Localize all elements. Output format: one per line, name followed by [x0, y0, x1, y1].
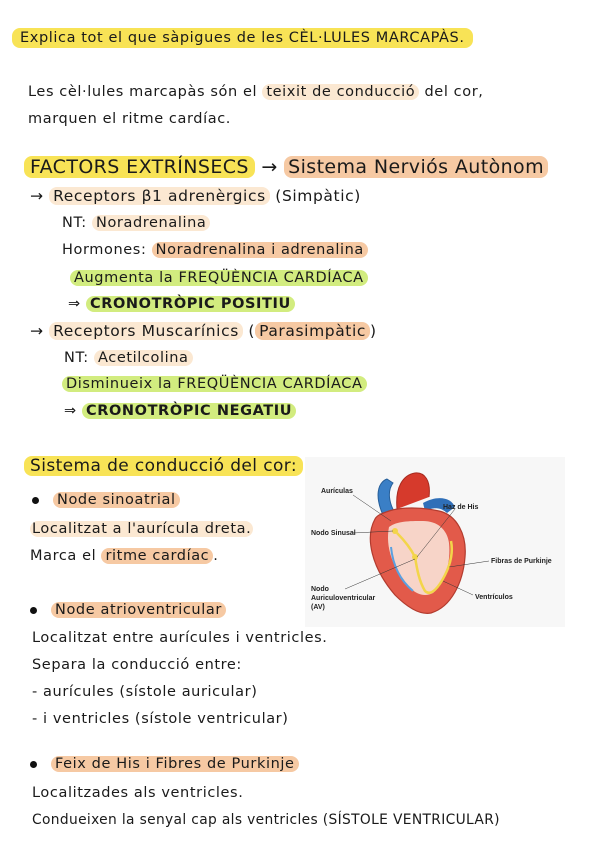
- sympathetic-nt: Noradrenalina: [92, 215, 210, 231]
- arrow-icon: →: [30, 187, 44, 205]
- arrow-icon: →: [30, 322, 44, 340]
- parasympathetic-result-line: [64, 403, 296, 419]
- sa-node-function-highlight: ritme cardíac: [101, 548, 213, 564]
- av-node-function: Separa la conducció entre:: [32, 657, 242, 673]
- label-auriculas: Aurículas: [321, 488, 353, 495]
- nt-label: NT:: [62, 215, 87, 231]
- parasympathetic-effect-line: [62, 376, 367, 392]
- intro-text-end: del cor,: [419, 84, 484, 100]
- conduction-heading: [24, 456, 303, 476]
- label-nodo-av-1: Nodo: [311, 586, 329, 593]
- sympathetic-effect: Augmenta la FREQÜÈNCIA CARDÍACA: [70, 270, 368, 286]
- bullet-icon: [30, 761, 37, 768]
- bullet-icon: [30, 607, 37, 614]
- intro-highlight: teixit de conducció: [262, 84, 419, 100]
- label-fibras: Fibras de Purkinje: [491, 558, 552, 565]
- av-node-name: Node atrioventricular: [51, 602, 226, 618]
- double-arrow-icon: ⇒: [64, 403, 77, 419]
- parasympathetic-nt: Acetilcolina: [94, 350, 192, 366]
- heart-conduction-diagram: [305, 457, 565, 627]
- parasympathetic-effect: Disminueix la FREQÜÈNCIA CARDÍACA: [62, 376, 367, 392]
- sa-node-line: [32, 492, 180, 508]
- av-node-location: Localitzat entre aurícules i ventricles.: [32, 630, 328, 646]
- his-name: Feix de His i Fibres de Purkinje: [51, 756, 299, 772]
- paren-close: ): [370, 322, 377, 340]
- sympathetic-hormones: Noradrenalina i adrenalina: [152, 242, 368, 258]
- double-arrow-icon: ⇒: [68, 296, 81, 312]
- label-nodo-av-2: Auriculoventricular: [311, 595, 376, 602]
- paren-open: (: [248, 322, 256, 340]
- sa-node-location-line: [30, 521, 253, 537]
- sa-node-function-end: .: [213, 548, 219, 564]
- sa-node-name: Node sinoatrial: [53, 492, 180, 508]
- sa-node-function: Marca el: [30, 548, 102, 564]
- parasympathetic-result: CRONOTRÒPIC NEGATIU: [82, 403, 296, 419]
- sympathetic-receptors: Receptors β1 adrenèrgics: [49, 187, 270, 205]
- parasympathetic-nt-line: [64, 350, 193, 366]
- av-node-item-1: - aurícules (sístole auricular): [32, 684, 258, 700]
- av-node-item-2: - i ventricles (sístole ventricular): [32, 711, 289, 727]
- bullet-icon: [32, 497, 39, 504]
- question-line: [12, 28, 473, 48]
- his-function: Condueixen la senyal cap als ventricles (SÍSTOLE VENTRICULAR): [32, 812, 500, 828]
- parasympathetic-receptors: Receptors Muscarínics: [49, 322, 243, 340]
- sympathetic-hormones-line: [62, 242, 368, 258]
- sympathetic-result: CRONOTRÒPIC POSITIU: [86, 296, 295, 312]
- sympathetic-type: (Simpàtic): [275, 187, 361, 205]
- arrow-icon: →: [261, 156, 278, 178]
- sympathetic-receptors-line: [30, 187, 361, 205]
- sympathetic-nt-line: [62, 215, 210, 231]
- label-nodo-av-3: (AV): [311, 604, 325, 611]
- parasympathetic-type: Parasimpàtic: [255, 322, 370, 340]
- sa-node-location: Localitzat a l'aurícula dreta.: [32, 521, 252, 537]
- intro-text: Les cèl·lules marcapàs són el: [28, 84, 263, 100]
- parasympathetic-receptors-line: [30, 322, 377, 340]
- sa-node-function-line: [30, 548, 218, 564]
- label-nodo-sinusal: Nodo Sinusal: [311, 530, 356, 537]
- nt-label: NT:: [64, 350, 89, 366]
- extrinsic-title: FACTORS EXTRÍNSECS: [24, 156, 255, 178]
- intro-line-2: marquen el ritme cardíac.: [28, 111, 231, 127]
- label-haz-his: Haz de His: [443, 504, 479, 511]
- question-text: Explica tot el que sàpigues de les CÈL·LULES MARCAPÀS.: [12, 28, 473, 48]
- intro-line-1: [28, 84, 483, 100]
- hormones-label: Hormones:: [62, 242, 147, 258]
- label-ventriculos: Ventrículos: [475, 594, 513, 601]
- his-line: [30, 756, 299, 772]
- extrinsic-heading: [24, 156, 548, 178]
- sympathetic-effect-line: [70, 270, 368, 286]
- av-node-line: [30, 602, 226, 618]
- sympathetic-result-line: [68, 296, 295, 312]
- autonomic-system: Sistema Nerviós Autònom: [284, 156, 548, 178]
- conduction-title: Sistema de conducció del cor:: [24, 456, 303, 476]
- his-location: Localitzades als ventricles.: [32, 785, 244, 801]
